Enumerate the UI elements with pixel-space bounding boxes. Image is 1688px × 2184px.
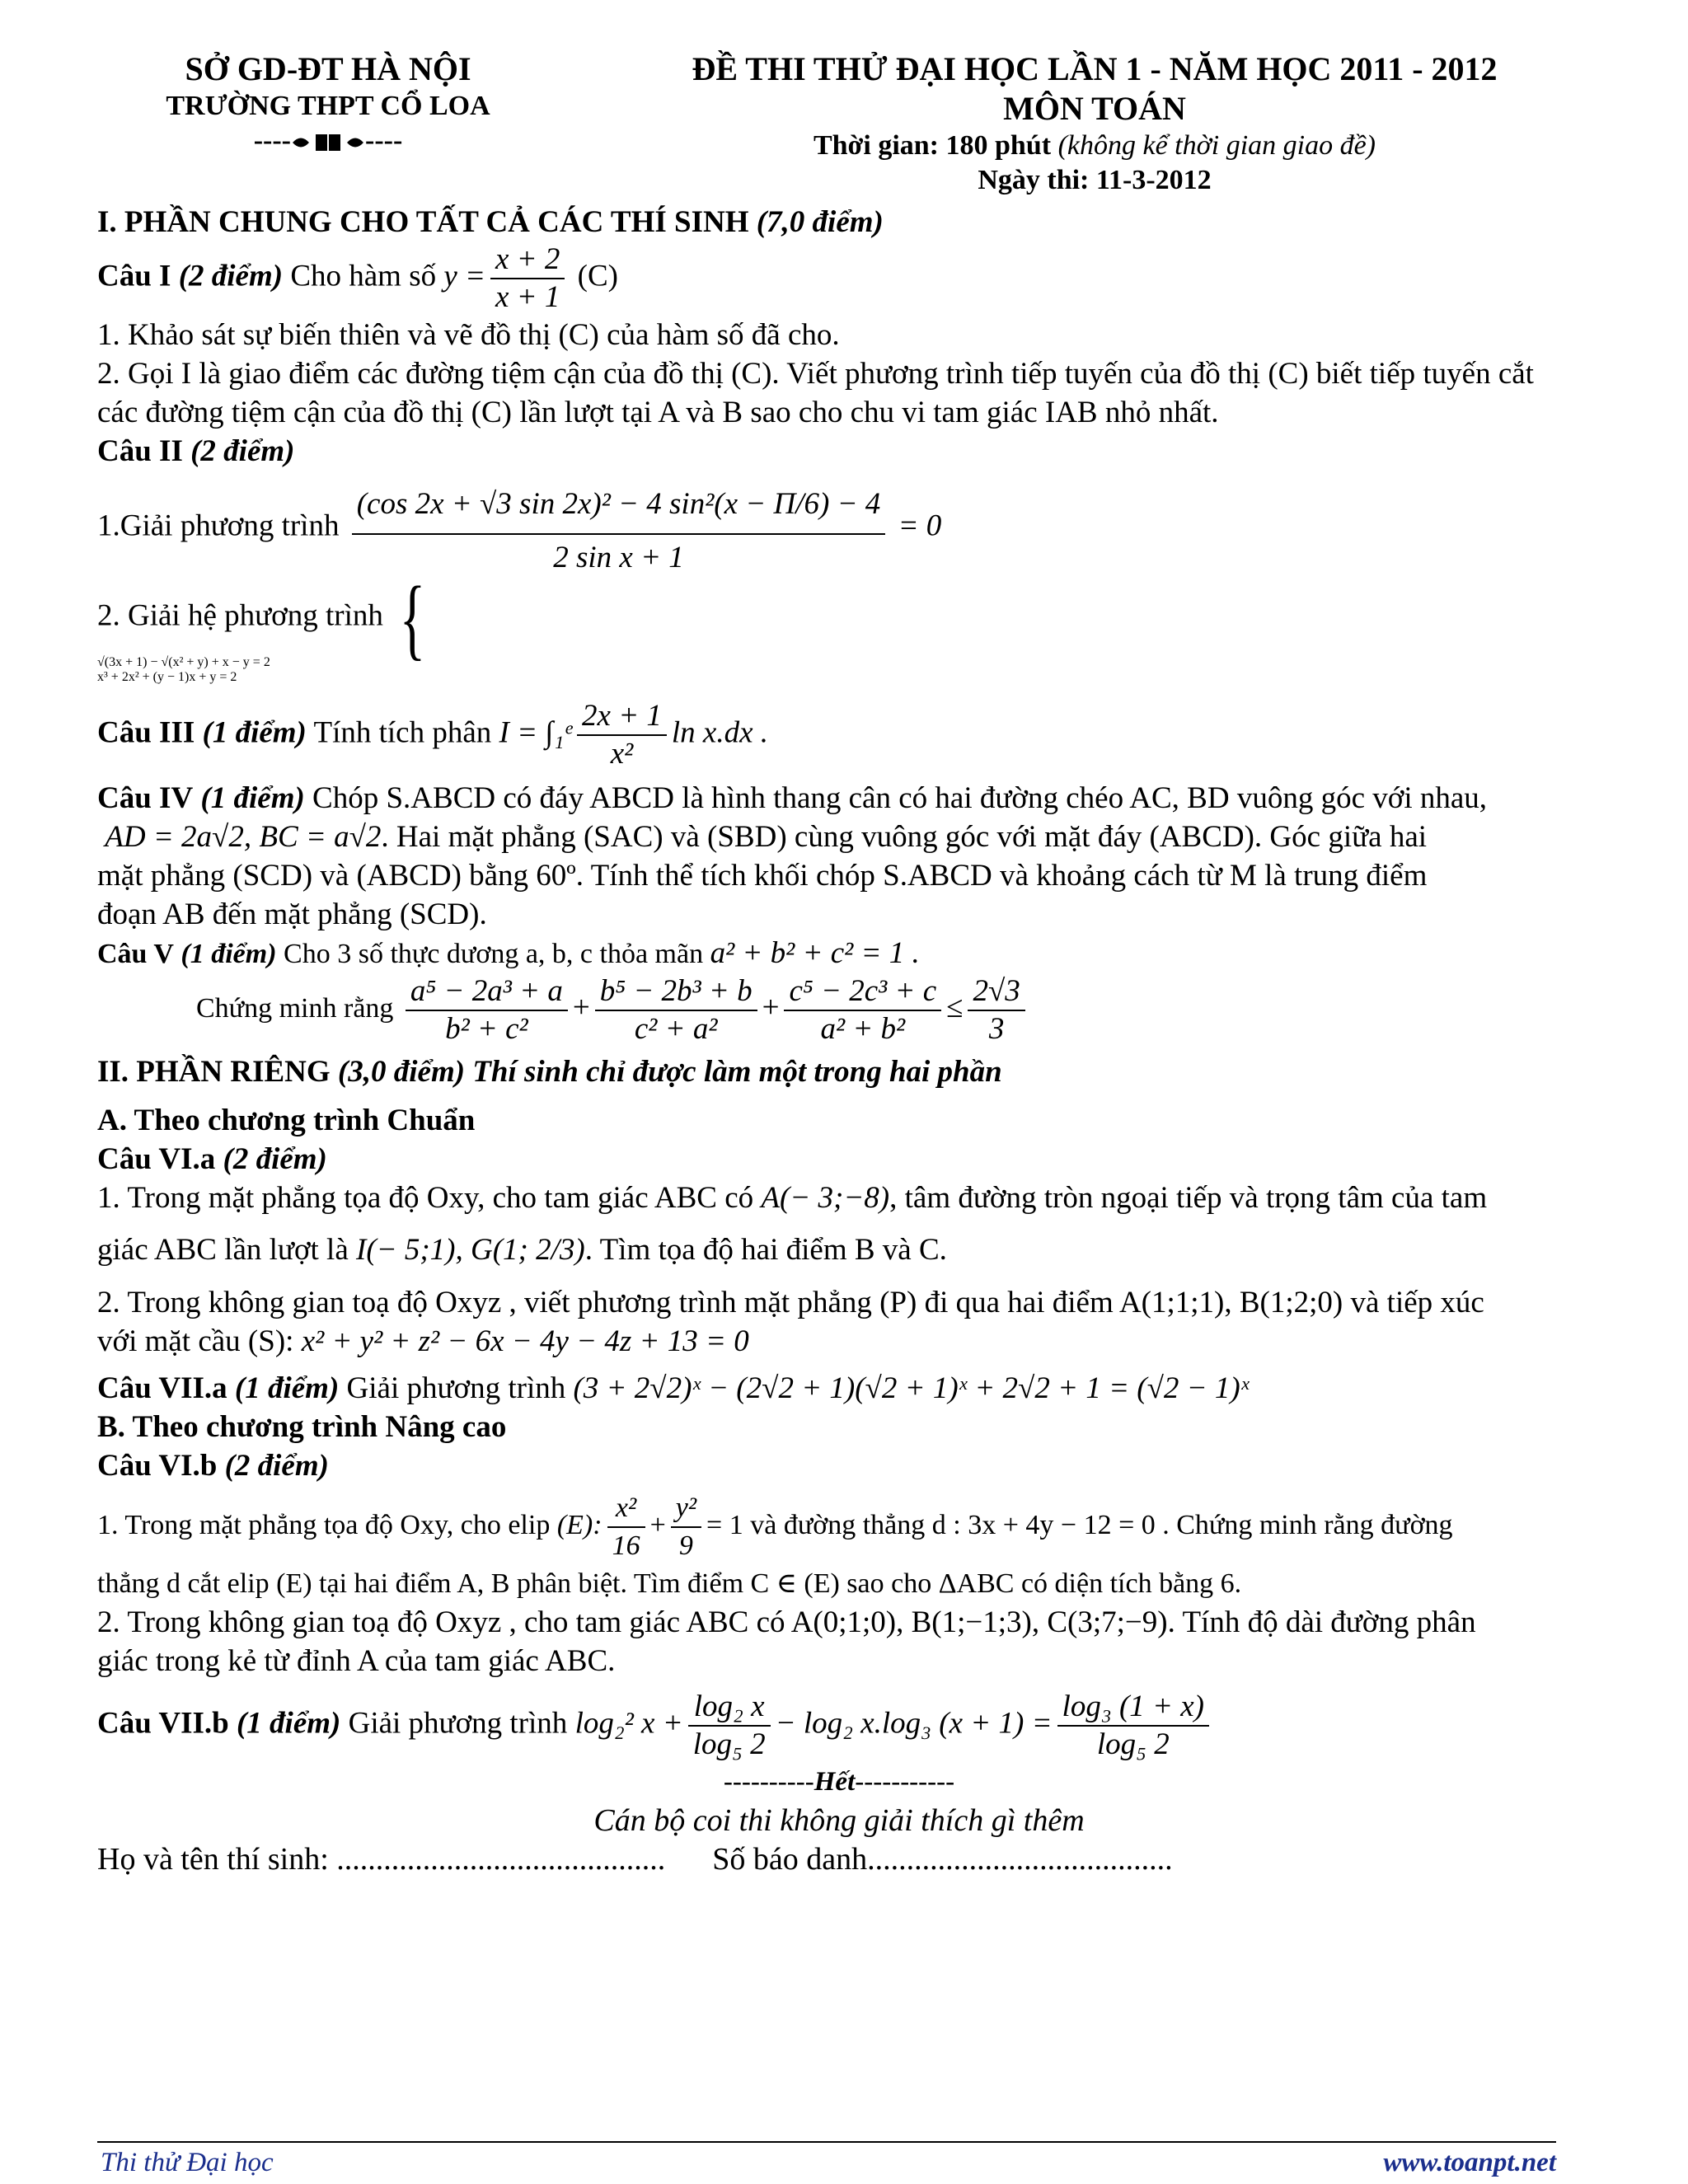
proctor-note: Cán bộ coi thi không giải thích gì thêm: [593, 1803, 1085, 1838]
question-7a: [97, 1369, 1581, 1408]
q6a-1a-point-a: A(− 3;−8): [761, 1181, 890, 1215]
q5-leq: ≤: [946, 990, 964, 1024]
q6b-frac-x: [607, 1490, 645, 1564]
q6a-1a-tail: , tâm đường tròn ngoại tiếp và trọng tâm của tam: [889, 1181, 1488, 1215]
department-name: SỞ GD-ĐT HÀ NỘI: [185, 50, 471, 87]
q7b-f1-den: log₅ 2: [692, 1727, 766, 1761]
q1-item-1: 1. Khảo sát sự biến thiên và vẽ đồ thị (C) của hàm số đã cho.: [97, 318, 840, 352]
q7b-label: Câu VII.b: [97, 1706, 229, 1741]
q4-points: (1 điểm): [200, 781, 305, 815]
q1-text: Cho hàm số: [290, 259, 437, 293]
q6b-d2: 9: [678, 1530, 693, 1561]
q7b-frac-1: [688, 1689, 771, 1763]
q5-label: Câu V: [97, 939, 174, 969]
q7b-f2-den: log₅ 2: [1096, 1727, 1170, 1761]
q6a-item-1b: [97, 1217, 1581, 1283]
q2-item-1: [97, 476, 1581, 581]
part-2-title: II. PHẦN RIÊNG: [97, 1055, 331, 1089]
part-2-note: Thí sinh chỉ được làm một trong hai phần: [472, 1055, 1002, 1089]
q7a-label: Câu VII.a: [97, 1371, 227, 1405]
q6a-1a-text: 1. Trong mặt phẳng tọa độ Oxy, cho tam giác ABC có: [97, 1181, 754, 1215]
part-1-title: I. PHẦN CHUNG CHO TẤT CẢ CÁC THÍ SINH: [97, 205, 749, 239]
q6a-label: Câu VI.a: [97, 1142, 216, 1176]
q5-text: Cho 3 số thực dương a, b, c thỏa mãn: [284, 939, 704, 969]
q5-term-3: [784, 973, 941, 1047]
q5-prove-label: Chứng minh rằng: [196, 992, 394, 1024]
q3-text: Tính tích phân: [313, 715, 492, 750]
part-1-points: (7,0 điểm): [756, 205, 884, 239]
q5-term-2: [595, 973, 757, 1047]
question-7b: [97, 1689, 1581, 1763]
ornament-dashes-left: ----: [253, 125, 291, 156]
q6a-item-2a: 2. Trong không gian toạ độ Oxyz , viết phương trình mặt phẳng (P) đi qua hai điểm A(1;1;1), B(1;2;0) và tiếp xúc: [97, 1286, 1484, 1319]
q2-item2-label: 2. Giải hệ phương trình: [97, 598, 383, 633]
q3-fraction: [577, 698, 667, 772]
candidate-name-field: Họ và tên thí sinh: ..........................................: [97, 1842, 666, 1877]
q6a-2b-sphere: x² + y² + z² − 6x − 4y − 4z + 13 = 0: [301, 1324, 749, 1358]
q6b-1a-text: 1. Trong mặt phẳng tọa độ Oxy, cho elip: [97, 1509, 551, 1540]
footer-rule: [97, 2141, 1556, 2143]
q4-line2-text: . Hai mặt phẳng (SAC) và (SBD) cùng vuông góc với mặt đáy (ABCD). Góc giữa hai: [381, 820, 1428, 854]
q2-points: (2 điểm): [190, 434, 295, 468]
end-dashes-right: -----------: [855, 1767, 955, 1797]
exam-date: Ngày thi: 11-3-2012: [978, 165, 1212, 195]
part-2-heading: [97, 1052, 1581, 1091]
q7b-frac-2: [1057, 1689, 1209, 1763]
q6b-item-2a: 2. Trong không gian toạ độ Oxyz , cho tam giác ABC có A(0;1;0), B(1;−1;3), C(3;7;−9). Tính độ dài đường phân: [97, 1605, 1476, 1639]
q1-func-lhs: y =: [443, 259, 485, 293]
q3-label: Câu III: [97, 715, 195, 750]
q5-t3-den: a² + b²: [820, 1012, 906, 1046]
q3-int-den: x²: [610, 737, 634, 771]
q6a-1b-point-i: I(− 5;1),: [356, 1233, 463, 1267]
q7a-text: Giải phương trình: [346, 1371, 566, 1405]
book-ornament-icon: [291, 132, 365, 153]
q5-rhs-num: 2√3: [968, 973, 1025, 1011]
q6b-n2: y²: [671, 1490, 701, 1528]
q1-item-2: 2. Gọi I là giao điểm các đường tiệm cận của đồ thị (C). Viết phương trình tiếp tuyến của đồ thị (C) biết tiếp tuyến cắt các đường tiệm cận của đồ thị (C) lần lượt tại A và B sao cho chu vi tam giác IAB nhỏ nhất.: [97, 357, 1534, 429]
part-b-title: B. Theo chương trình Nâng cao: [97, 1410, 507, 1444]
q5-rhs: [968, 973, 1025, 1047]
q6b-heading: [97, 1446, 1581, 1485]
school-name: TRƯỜNG THPT CỔ LOA: [166, 91, 490, 121]
q1-func-den: x + 1: [495, 280, 560, 314]
q5-t1-den: b² + c²: [445, 1012, 528, 1046]
question-2-heading: [97, 432, 1581, 471]
q6b-frac-y: [671, 1490, 701, 1564]
q4-line-2: [97, 818, 1581, 856]
q2-sys-eq1: √(3x + 1) − √(x² + y) + x − y = 2: [97, 655, 270, 669]
q5-t2-num: b⁵ − 2b³ + b: [595, 973, 757, 1011]
q1-func-num: x + 2: [490, 241, 565, 279]
q1-func-tag: (C): [577, 259, 618, 293]
q1-points: (2 điểm): [178, 259, 284, 293]
ornament-line: [97, 124, 559, 158]
q5-term-1: [406, 973, 568, 1047]
question-3: [97, 698, 1581, 772]
ornament-dashes-right: ----: [365, 125, 403, 156]
part-1-heading: [97, 203, 1581, 241]
q3-int-tail: ln x.dx .: [671, 715, 769, 750]
q5-rhs-den: 3: [988, 1012, 1005, 1046]
q6b-label: Câu VI.b: [97, 1449, 218, 1483]
q5-points: (1 điểm): [181, 939, 277, 969]
q1-fraction: [490, 241, 565, 316]
footer-website-link[interactable]: www.toanpt.net: [1383, 2148, 1556, 2177]
q6b-1a-tail: và đường thẳng d : 3x + 4y − 12 = 0 . Chứng minh rằng đường: [750, 1509, 1453, 1540]
q6a-1b-text: giác ABC lần lượt là: [97, 1233, 349, 1267]
end-dashes-left: ----------: [723, 1767, 814, 1797]
exam-header: [97, 41, 1581, 198]
q5-inequality: [196, 973, 1581, 1047]
q6a-heading: [97, 1140, 1581, 1179]
q6a-item-1a: [97, 1179, 1581, 1217]
exam-page: [97, 41, 1581, 1879]
q4-label: Câu IV: [97, 781, 194, 815]
q6b-n1: x²: [607, 1490, 645, 1528]
q3-points: (1 điểm): [202, 715, 307, 750]
end-het: Hết: [814, 1767, 856, 1797]
q2-item1-num: (cos 2x + √3 sin 2x)² − 4 sin²(x − Π/6) − 4: [352, 476, 886, 535]
q7b-f2-num: log₃ (1 + x): [1057, 1689, 1209, 1727]
q7a-equation: (3 + 2√2)ˣ − (2√2 + 1)(√2 + 1)ˣ + 2√2 + 1 = (√2 − 1)ˣ: [573, 1371, 1250, 1405]
end-marker: [97, 1763, 1581, 1802]
q4-line1: Chóp S.ABCD có đáy ABCD là hình thang cân có hai đường chéo AC, BD vuông góc với nhau,: [312, 781, 1488, 815]
q2-item1-rhs: = 0: [898, 509, 942, 543]
q7a-points: (1 điểm): [234, 1371, 340, 1405]
q2-item1-label: 1.Giải phương trình: [97, 509, 340, 543]
footer-left: Thi thử Đại học: [101, 2148, 274, 2177]
q7b-lhs: log₂² x +: [574, 1706, 683, 1741]
q2-sys-eq2: x³ + 2x² + (y − 1)x + y = 2: [97, 670, 237, 684]
candidate-id-field: Số báo danh.......................................: [712, 1842, 1173, 1877]
q6b-d1: 16: [612, 1530, 640, 1561]
candidate-fields: [97, 1840, 1581, 1879]
q7b-f1-num: log₂ x: [688, 1689, 771, 1727]
q7b-text: Giải phương trình: [348, 1706, 568, 1741]
q5-plus-2: +: [762, 990, 780, 1024]
system-brace-icon: {: [399, 568, 426, 668]
part-a-title: A. Theo chương trình Chuẩn: [97, 1104, 476, 1137]
time-note: (không kể thời gian giao đề): [1057, 130, 1376, 161]
q6b-points: (2 điểm): [224, 1449, 329, 1483]
subject: MÔN TOÁN: [1003, 90, 1186, 127]
q4-line-3: mặt phẳng (SCD) và (ABCD) bằng 60º. Tính thể tích khối chóp S.ABCD và khoảng cách từ M là trung điểm: [97, 859, 1428, 893]
q6b-item-1b: thẳng d cắt elip (E) tại hai điểm A, B phân biệt. Tìm điểm C ∈ (E) sao cho ΔABC có diện tích bằng 6.: [97, 1568, 1242, 1599]
q3-integral: I = ∫₁ᵉ: [499, 715, 573, 750]
q2-label: Câu II: [97, 434, 183, 468]
q6b-1a-ellipse: (E):: [556, 1509, 603, 1540]
school-block: [97, 49, 559, 158]
q5-condition: a² + b² + c² = 1 .: [710, 936, 920, 970]
q6b-item-1a: 1. Trong mặt phẳng tọa độ Oxy, cho elip (E): $\frac{\text{x²}}{16}$ + $\frac{\text{y²}}{9}$ = 1 và đường thẳng d : 3x + 4y − 12 = 0 . Chứng minh rằng đường: [97, 1490, 1581, 1564]
q7b-mid: − log₂ x.log₃ (x + 1) =: [775, 1706, 1053, 1741]
q6a-1b-point-g: G(1; 2/3): [471, 1233, 585, 1267]
q4-line2-math: AD = 2a√2, BC = a√2: [105, 820, 382, 854]
exam-title: ĐỀ THI THỬ ĐẠI HỌC LẦN 1 - NĂM HỌC 2011 - 2012: [692, 50, 1498, 87]
part-2-points: (3,0 điểm): [337, 1055, 466, 1089]
time-limit: Thời gian: 180 phút: [813, 130, 1052, 161]
question-1: [97, 241, 1581, 316]
q5-plus-1: +: [572, 990, 590, 1024]
q6a-1b-tail: . Tìm tọa độ hai điểm B và C.: [584, 1233, 947, 1267]
q6b-eq: = 1: [706, 1509, 743, 1540]
q5-t1-num: a⁵ − 2a³ + a: [406, 973, 568, 1011]
q6a-item-2b: [97, 1322, 1581, 1361]
exam-info-block: [608, 49, 1581, 198]
q2-item1-den: 2 sin x + 1: [553, 541, 684, 574]
question-5: [97, 934, 1581, 973]
q2-item1-fraction: [352, 476, 886, 581]
q1-label: Câu I: [97, 259, 171, 293]
q6a-points: (2 điểm): [223, 1142, 327, 1176]
q7b-points: (1 điểm): [236, 1706, 341, 1741]
q6b-item-2b: giác trong kẻ từ đỉnh A của tam giác ABC.: [97, 1644, 616, 1678]
q4-line-4: đoạn AB đến mặt phẳng (SCD).: [97, 898, 487, 931]
q5-t2-den: c² + a²: [634, 1012, 718, 1046]
q6a-2b-text: với mặt cầu (S):: [97, 1324, 294, 1358]
q3-int-num: 2x + 1: [577, 698, 667, 736]
q5-t3-num: c⁵ − 2c³ + c: [784, 973, 941, 1011]
question-4: [97, 779, 1581, 818]
